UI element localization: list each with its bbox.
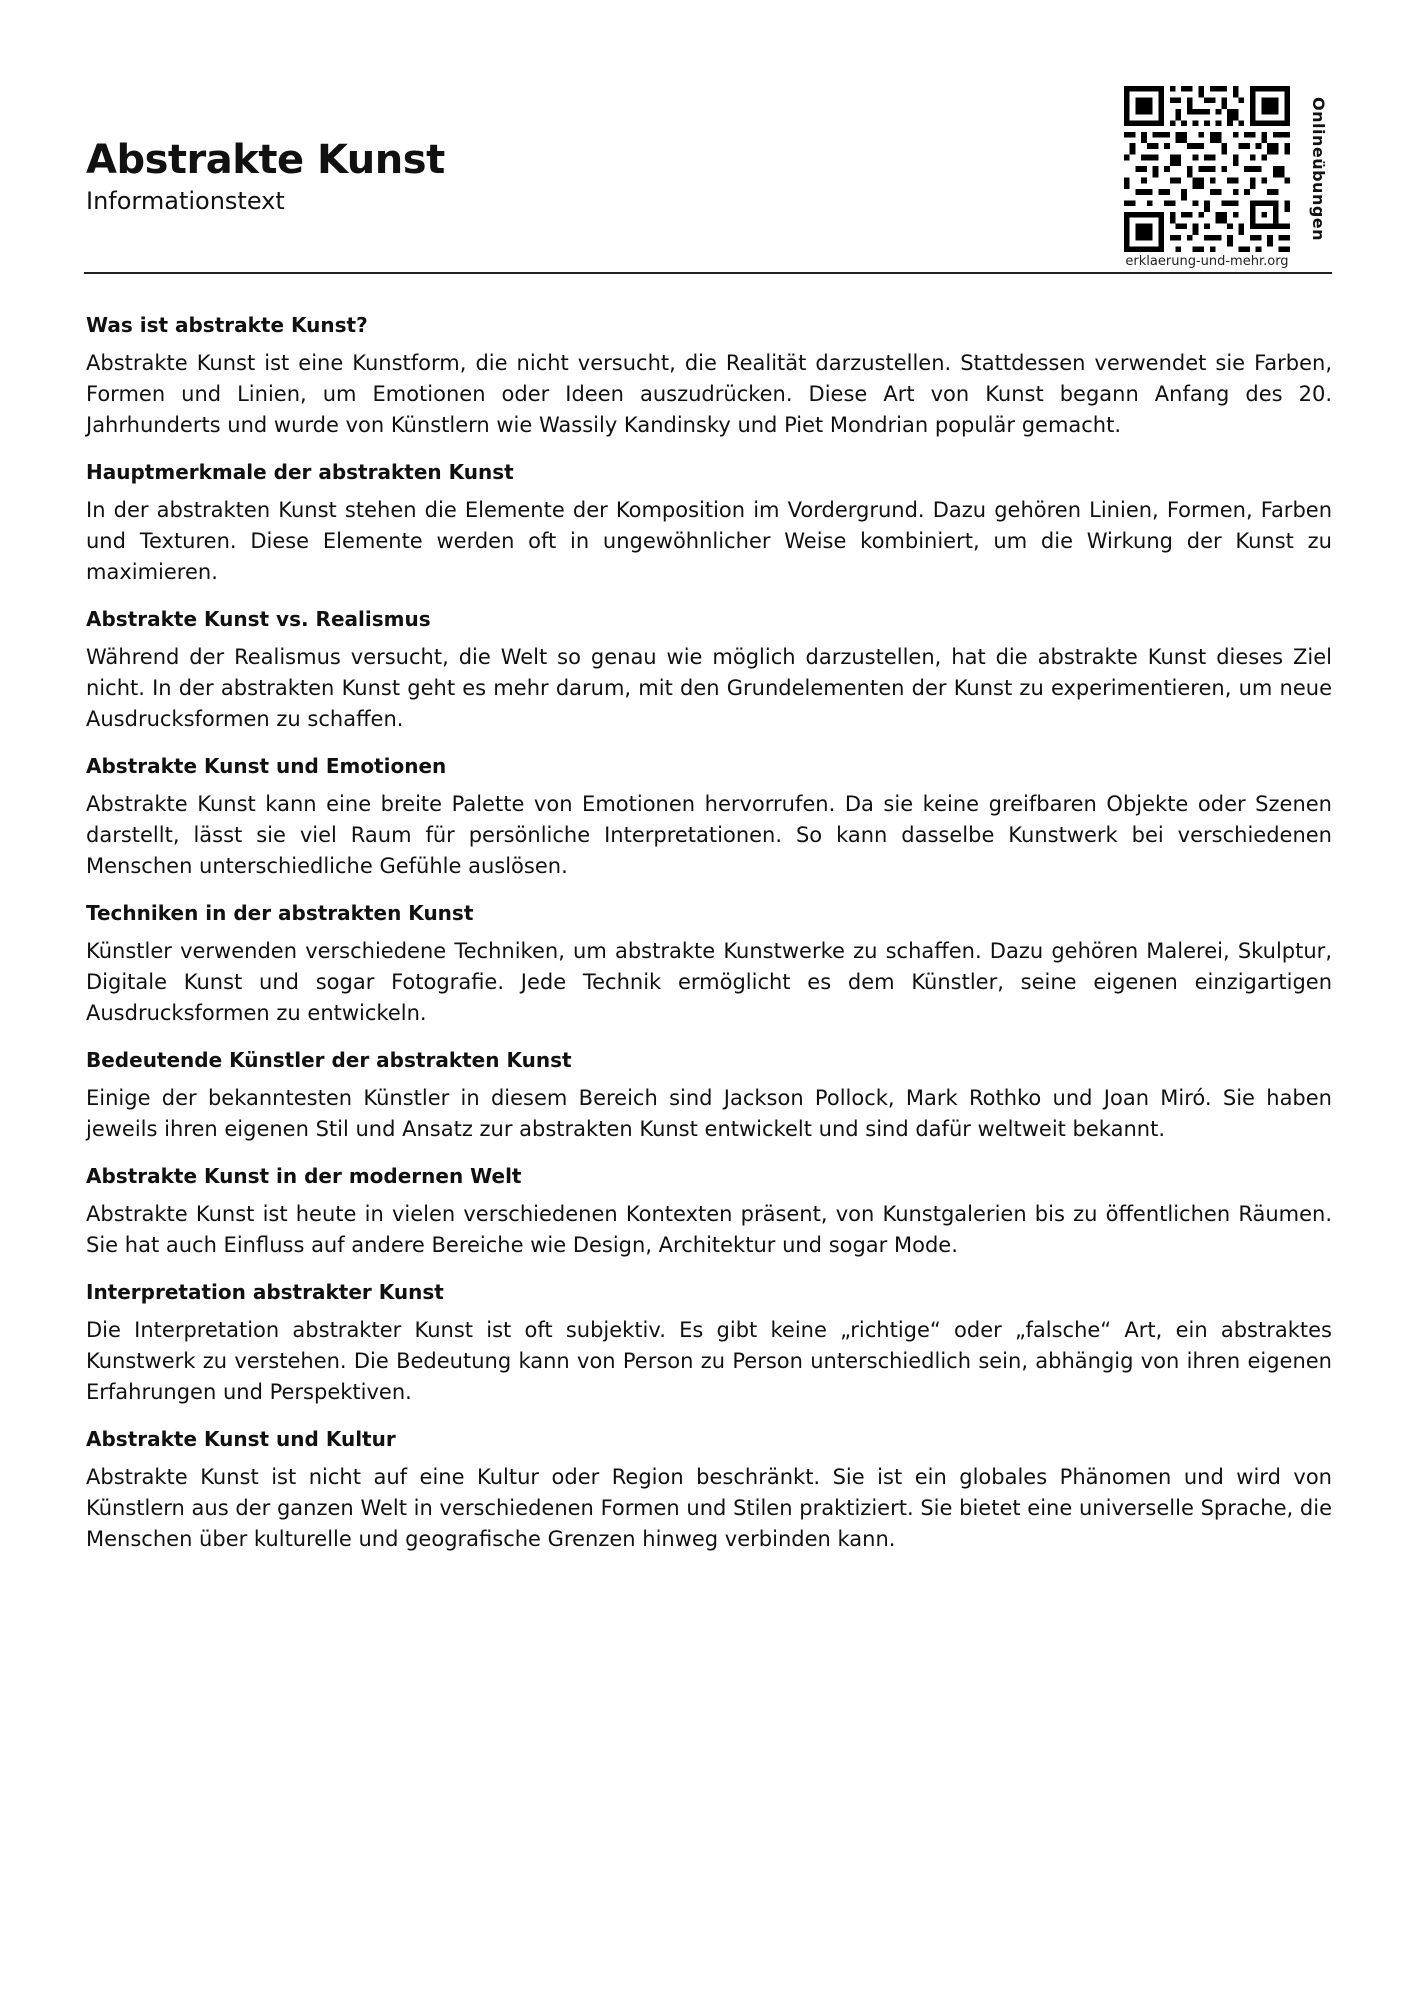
section-heading: Abstrakte Kunst und Emotionen xyxy=(86,754,447,778)
section-text: Die Interpretation abstrakter Kunst ist oft subjektiv. Es gibt keine „richtige“ oder „falsche“ Art, ein abstraktes Kunstwerk zu verstehen. Die Bedeutung kann von Person zu Person unterschiedlich sein, abhängig von ihren eigenen Erfahrungen und Perspektiven. xyxy=(86,1318,1332,1404)
document-header xyxy=(86,136,445,216)
section-emotionen xyxy=(86,753,1332,882)
page-title: Abstrakte Kunst xyxy=(86,137,445,183)
section-techniken xyxy=(86,900,1332,1029)
section-hauptmerkmale xyxy=(86,459,1332,588)
section-text: Abstrakte Kunst ist eine Kunstform, die nicht versucht, die Realität darzustellen. Stattdessen verwendet sie Farben, Formen und Linien, um Emotionen oder Ideen auszudrücken. Diese Art von Kunst begann Anfang des 20. Jahrhunderts und wurde von Künstlern wie Wassily Kandinsky und Piet Mondrian populär gemacht. xyxy=(86,351,1332,437)
section-heading: Was ist abstrakte Kunst? xyxy=(86,313,368,337)
section-text: Abstrakte Kunst ist nicht auf eine Kultur oder Region beschränkt. Sie ist ein globales Phänomen und wird von Künstlern aus der ganzen Welt in verschiedenen Formen und Stilen praktiziert. Sie bietet eine universelle Sprache, die Menschen über kulturelle und geografische Grenzen hinweg verbinden kann. xyxy=(86,1465,1332,1551)
section-moderne-welt xyxy=(86,1163,1332,1261)
section-heading: Techniken in der abstrakten Kunst xyxy=(86,901,474,925)
section-heading: Bedeutende Künstler der abstrakten Kunst xyxy=(86,1048,572,1072)
section-text: Einige der bekanntesten Künstler in diesem Bereich sind Jackson Pollock, Mark Rothko und Joan Miró. Sie haben jeweils ihren eigenen Stil und Ansatz zur abstrakten Kunst entwickelt und sind dafür weltweit bekannt. xyxy=(86,1086,1332,1141)
section-heading: Abstrakte Kunst in der modernen Welt xyxy=(86,1164,522,1188)
section-text: Abstrakte Kunst ist heute in vielen verschiedenen Kontexten präsent, von Kunstgalerien bis zu öffentlichen Räumen. Sie hat auch Einfluss auf andere Bereiche wie Design, Architektur und sogar Mode. xyxy=(86,1202,1332,1257)
section-kuenstler xyxy=(86,1047,1332,1145)
section-heading: Abstrakte Kunst und Kultur xyxy=(86,1427,396,1451)
document-body xyxy=(86,312,1332,1573)
qr-url: erklaerung-und-mehr.org xyxy=(1125,254,1289,269)
section-text: Während der Realismus versucht, die Welt so genau wie möglich darzustellen, hat die abstrakte Kunst dieses Ziel nicht. In der abstrakten Kunst geht es mehr darum, mit den Grundelementen der Kunst zu experimentieren, um neue Ausdrucksformen zu schaffen. xyxy=(86,645,1332,731)
section-realismus xyxy=(86,606,1332,735)
section-interpretation xyxy=(86,1279,1332,1408)
qr-code-icon[interactable] xyxy=(1124,86,1290,252)
section-was-ist xyxy=(86,312,1332,441)
section-heading: Hauptmerkmale der abstrakten Kunst xyxy=(86,460,514,484)
section-text: Abstrakte Kunst kann eine breite Palette von Emotionen hervorrufen. Da sie keine greifbaren Objekte oder Szenen darstellt, lässt sie viel Raum für persönliche Interpretationen. So kann dasselbe Kunstwerk bei verschiedenen Menschen unterschiedliche Gefühle auslösen. xyxy=(86,792,1332,878)
section-kultur xyxy=(86,1426,1332,1555)
section-text: In der abstrakten Kunst stehen die Elemente der Komposition im Vordergrund. Dazu gehören Linien, Formen, Farben und Texturen. Diese Elemente werden oft in ungewöhnlicher Weise kombiniert, um die Wirkung der Kunst zu maximieren. xyxy=(86,498,1332,584)
section-text: Künstler verwenden verschiedene Techniken, um abstrakte Kunstwerke zu schaffen. Dazu gehören Malerei, Skulptur, Digitale Kunst und sogar Fotografie. Jede Technik ermöglicht es dem Künstler, seine eigenen einzigartigen Ausdrucksformen zu entwickeln. xyxy=(86,939,1332,1025)
section-heading: Interpretation abstrakter Kunst xyxy=(86,1280,444,1304)
page-subtitle: Informationstext xyxy=(86,187,285,215)
qr-side-label: Onlineübungen xyxy=(1309,96,1328,242)
header-divider xyxy=(84,272,1332,274)
section-heading: Abstrakte Kunst vs. Realismus xyxy=(86,607,431,631)
